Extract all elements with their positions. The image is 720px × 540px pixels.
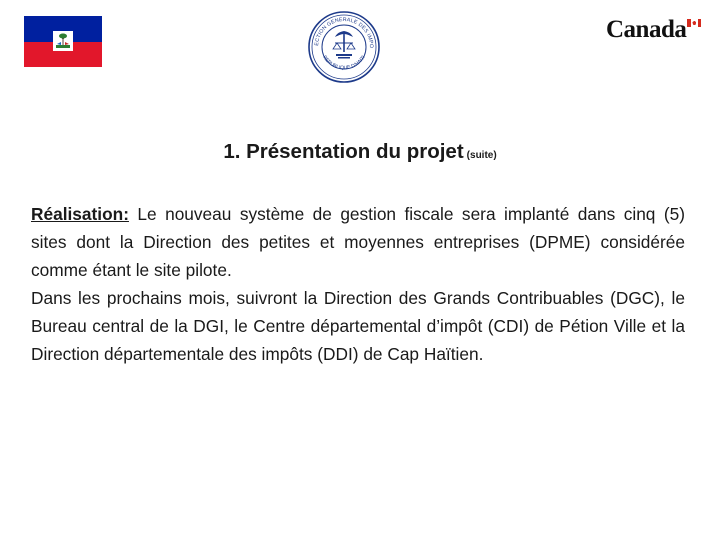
paragraph-lead: Réalisation: [31, 204, 129, 224]
svg-text:REPUBLIQUE D'HAITI: REPUBLIQUE D'HAITI [321, 54, 367, 72]
canada-wordmark-text: Canada [606, 16, 687, 43]
haiti-flag-icon [24, 16, 102, 67]
paragraph-text: Le nouveau système de gestion fiscale sera implanté dans cinq (5) sites dont la Direction des petites et moyennes entreprises (DPME) considérée comme étant le site pilote. [31, 204, 685, 280]
svg-text:DIRECTION GENERALE DES IMPOTS: ECTION GENERALE DES IMPO [313, 16, 375, 49]
coat-of-arms-icon [53, 31, 73, 51]
slide-title-text: 1. Présentation du projet [223, 140, 464, 163]
paragraph-prochains-mois: Dans les prochains mois, suivront la Direction des Grands Contribuables (DGC), le Bureau central de la DGI, le Centre départemental d’impôt (CDI) de Pétion Ville et la Direction départementale des impôts (DDI) de Cap Haïtien. [31, 288, 685, 364]
slide-title [0, 140, 720, 164]
paragraph-realisation [31, 200, 685, 284]
slide-title-suffix: (suite) [466, 150, 497, 161]
slide-body [31, 200, 685, 368]
canada-flag-icon [687, 19, 701, 27]
canada-wordmark [606, 14, 701, 46]
dgi-seal-icon [307, 10, 381, 84]
